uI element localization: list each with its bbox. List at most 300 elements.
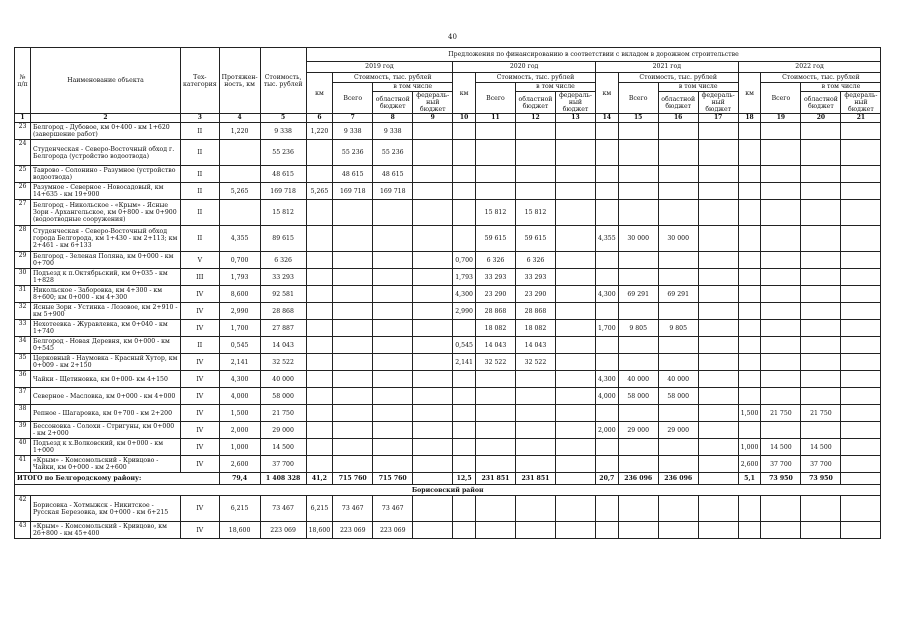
- federal-cell: [698, 371, 738, 388]
- federal-cell: [555, 354, 595, 371]
- km-cell: [738, 388, 761, 405]
- total-cell: 28 868: [475, 303, 515, 320]
- regional-cell: 59 615: [515, 226, 555, 252]
- header-federal: федераль-ный бюджет: [841, 92, 881, 114]
- km-cell: 1,700: [595, 320, 618, 337]
- table-row: [15, 371, 881, 388]
- cost-cell: 14 500: [260, 439, 306, 456]
- length-cell: 18,600: [219, 522, 260, 539]
- km-cell: 6,215: [306, 496, 333, 522]
- federal-cell: [413, 252, 453, 269]
- federal-cell: [698, 269, 738, 286]
- cost-cell: 48 615: [260, 166, 306, 183]
- total-cell: [761, 286, 801, 303]
- federal-cell: [555, 320, 595, 337]
- km-cell: [306, 166, 333, 183]
- total-cell: [761, 269, 801, 286]
- regional-cell: [801, 320, 841, 337]
- km-cell: [738, 303, 761, 320]
- total-cell: 69 291: [618, 286, 658, 303]
- federal-cell: [413, 226, 453, 252]
- regional-cell: [801, 354, 841, 371]
- category-cell: IV: [181, 303, 220, 320]
- total-cell: [333, 456, 373, 473]
- table-row: [15, 140, 881, 166]
- header-regional: областной бюджет: [373, 92, 413, 114]
- regional-cell: [801, 166, 841, 183]
- km-cell: [738, 140, 761, 166]
- regional-cell: [373, 422, 413, 439]
- length-cell: 0,700: [219, 252, 260, 269]
- category-cell: IV: [181, 320, 220, 337]
- total-cell: [761, 422, 801, 439]
- total-cell: [618, 123, 658, 140]
- total-cell: [761, 496, 801, 522]
- km-cell: [306, 388, 333, 405]
- row-number: 40: [15, 439, 31, 456]
- federal-cell: [841, 371, 881, 388]
- total-cell: [333, 320, 373, 337]
- km-cell: [306, 456, 333, 473]
- column-number: 10: [453, 114, 476, 123]
- total-cell: [761, 320, 801, 337]
- column-number: 18: [738, 114, 761, 123]
- regional-cell: [373, 456, 413, 473]
- km-cell: [738, 371, 761, 388]
- km-cell: [595, 439, 618, 456]
- header-cost: Стоимость, тыс. рублей: [260, 48, 306, 114]
- total-cell: 21 750: [761, 405, 801, 422]
- regional-cell: [801, 252, 841, 269]
- total-cell: [475, 140, 515, 166]
- length-cell: 5,265: [219, 183, 260, 200]
- federal-cell: [413, 286, 453, 303]
- federal-cell: [841, 337, 881, 354]
- km-cell: [453, 405, 476, 422]
- table-row: [15, 286, 881, 303]
- federal-cell: [841, 439, 881, 456]
- federal-cell: [413, 422, 453, 439]
- regional-cell: [515, 522, 555, 539]
- regional-cell: [658, 354, 698, 371]
- length-cell: [219, 200, 260, 226]
- federal-cell: [698, 439, 738, 456]
- km-cell: 2,000: [595, 422, 618, 439]
- regional-cell: 55 236: [373, 140, 413, 166]
- total-cell: [618, 252, 658, 269]
- row-number: 31: [15, 286, 31, 303]
- cost-cell: 15 812: [260, 200, 306, 226]
- column-number: 3: [181, 114, 220, 123]
- total-cell: [761, 183, 801, 200]
- total-year-cell: 5,1: [738, 473, 761, 485]
- federal-cell: [413, 354, 453, 371]
- regional-cell: 9 805: [658, 320, 698, 337]
- object-name: Церковный - Наумовка - Красный Хутор, км 0+009 - км 2+150: [31, 354, 181, 371]
- km-cell: 4,300: [453, 286, 476, 303]
- km-cell: [453, 439, 476, 456]
- object-name: Чайки - Щетиновка, км 0+000- км 4+150: [31, 371, 181, 388]
- column-number: 1: [15, 114, 31, 123]
- category-cell: IV: [181, 422, 220, 439]
- row-number: 32: [15, 303, 31, 320]
- total-year-cell: 12,5: [453, 473, 476, 485]
- km-cell: [306, 422, 333, 439]
- km-cell: [306, 405, 333, 422]
- km-cell: [453, 320, 476, 337]
- federal-cell: [841, 320, 881, 337]
- regional-cell: 223 069: [373, 522, 413, 539]
- category-cell: IV: [181, 286, 220, 303]
- federal-cell: [555, 123, 595, 140]
- total-cell: [618, 140, 658, 166]
- header-including: в том числе: [373, 83, 453, 92]
- row-number: 33: [15, 320, 31, 337]
- km-cell: [738, 166, 761, 183]
- km-cell: 4,300: [595, 286, 618, 303]
- category-cell: V: [181, 252, 220, 269]
- regional-cell: [801, 303, 841, 320]
- total-year-cell: 231 851: [475, 473, 515, 485]
- financing-table: [14, 47, 881, 539]
- total-cell: [333, 269, 373, 286]
- table-row: [15, 496, 881, 522]
- object-name: Репное - Шагаровка, км 0+700 - км 2+200: [31, 405, 181, 422]
- header-km: км: [453, 73, 476, 114]
- table-row: [15, 388, 881, 405]
- km-cell: [306, 320, 333, 337]
- federal-cell: [413, 388, 453, 405]
- category-cell: IV: [181, 496, 220, 522]
- federal-cell: [841, 140, 881, 166]
- km-cell: [306, 303, 333, 320]
- federal-cell: [413, 183, 453, 200]
- cost-cell: 58 000: [260, 388, 306, 405]
- category-cell: II: [181, 226, 220, 252]
- total-year-cell: [413, 473, 453, 485]
- row-number: 26: [15, 183, 31, 200]
- table-row: [15, 183, 881, 200]
- km-cell: [595, 496, 618, 522]
- regional-cell: [515, 183, 555, 200]
- cost-cell: 6 326: [260, 252, 306, 269]
- row-number: 37: [15, 388, 31, 405]
- regional-cell: [373, 337, 413, 354]
- row-number: 35: [15, 354, 31, 371]
- total-cell: [618, 200, 658, 226]
- table-row: [15, 303, 881, 320]
- regional-cell: [658, 200, 698, 226]
- column-number: 2: [31, 114, 181, 123]
- length-cell: 6,215: [219, 496, 260, 522]
- federal-cell: [413, 371, 453, 388]
- regional-cell: 33 293: [515, 269, 555, 286]
- km-cell: [306, 252, 333, 269]
- section-title: Борисовский район: [15, 485, 881, 496]
- category-cell: IV: [181, 405, 220, 422]
- total-cell: [475, 439, 515, 456]
- total-year-cell: 73 950: [761, 473, 801, 485]
- km-cell: 5,265: [306, 183, 333, 200]
- federal-cell: [555, 456, 595, 473]
- total-cell: [761, 522, 801, 539]
- regional-cell: [373, 303, 413, 320]
- km-cell: [306, 226, 333, 252]
- federal-cell: [413, 496, 453, 522]
- federal-cell: [413, 456, 453, 473]
- km-cell: 1,500: [738, 405, 761, 422]
- category-cell: IV: [181, 439, 220, 456]
- object-name: Ясные Зори - Устинка - Лозовое, км 2+910 - км 5+900: [31, 303, 181, 320]
- length-cell: 4,300: [219, 371, 260, 388]
- header-federal: федераль-ный бюджет: [413, 92, 453, 114]
- header-length: Протяжен-ность, км: [219, 48, 260, 114]
- total-cell: 55 236: [333, 140, 373, 166]
- total-cell: [761, 166, 801, 183]
- total-cell: [761, 388, 801, 405]
- total-year-cell: 73 950: [801, 473, 841, 485]
- length-cell: 0,545: [219, 337, 260, 354]
- federal-cell: [698, 405, 738, 422]
- total-cell: [333, 405, 373, 422]
- regional-cell: [658, 183, 698, 200]
- regional-cell: 58 000: [658, 388, 698, 405]
- column-number: 14: [595, 114, 618, 123]
- total-cell: [333, 354, 373, 371]
- km-cell: [738, 226, 761, 252]
- regional-cell: 14 043: [515, 337, 555, 354]
- row-number: 41: [15, 456, 31, 473]
- federal-cell: [698, 354, 738, 371]
- federal-cell: [698, 226, 738, 252]
- federal-cell: [841, 286, 881, 303]
- table-row: [15, 422, 881, 439]
- total-cell: 40 000: [618, 371, 658, 388]
- total-cell: 9 805: [618, 320, 658, 337]
- column-number: 9: [413, 114, 453, 123]
- regional-cell: [515, 456, 555, 473]
- cost-cell: 32 522: [260, 354, 306, 371]
- regional-cell: [515, 371, 555, 388]
- header-cost-group: Стоимость, тыс. рублей: [618, 73, 738, 83]
- regional-cell: [373, 252, 413, 269]
- federal-cell: [841, 252, 881, 269]
- km-cell: [738, 269, 761, 286]
- header-cost-group: Стоимость, тыс. рублей: [475, 73, 595, 83]
- column-number: 12: [515, 114, 555, 123]
- length-cell: 1,500: [219, 405, 260, 422]
- regional-cell: [801, 226, 841, 252]
- total-year-cell: 41,2: [306, 473, 333, 485]
- row-number: 25: [15, 166, 31, 183]
- regional-cell: [515, 140, 555, 166]
- total-label: ИТОГО по Белгородскому району:: [15, 473, 220, 485]
- table-row: [15, 522, 881, 539]
- km-cell: [595, 166, 618, 183]
- total-year-cell: 715 760: [373, 473, 413, 485]
- cost-cell: 223 069: [260, 522, 306, 539]
- row-number: 28: [15, 226, 31, 252]
- column-number: 20: [801, 114, 841, 123]
- header-km: км: [595, 73, 618, 114]
- regional-cell: [373, 269, 413, 286]
- regional-cell: [373, 200, 413, 226]
- km-cell: [595, 200, 618, 226]
- federal-cell: [698, 422, 738, 439]
- header-object-name: Наименование объекта: [31, 48, 181, 114]
- table-row: [15, 252, 881, 269]
- km-cell: [453, 456, 476, 473]
- regional-cell: 14 500: [801, 439, 841, 456]
- object-name: «Крым» - Комсомольский - Кривцово, км 26+800 - км 45+400: [31, 522, 181, 539]
- total-cell: [333, 252, 373, 269]
- km-cell: [453, 123, 476, 140]
- regional-cell: [373, 354, 413, 371]
- regional-cell: 29 000: [658, 422, 698, 439]
- total-cell: 32 522: [475, 354, 515, 371]
- federal-cell: [555, 200, 595, 226]
- federal-cell: [413, 522, 453, 539]
- federal-cell: [841, 183, 881, 200]
- regional-cell: [373, 371, 413, 388]
- header-category: Тех-категория: [181, 48, 220, 114]
- federal-cell: [413, 166, 453, 183]
- regional-cell: [658, 522, 698, 539]
- km-cell: [306, 286, 333, 303]
- federal-cell: [555, 252, 595, 269]
- length-cell: 8,600: [219, 286, 260, 303]
- km-cell: [453, 522, 476, 539]
- length-cell: [219, 140, 260, 166]
- regional-cell: [658, 337, 698, 354]
- total-cell: [475, 496, 515, 522]
- federal-cell: [555, 496, 595, 522]
- km-cell: 18,600: [306, 522, 333, 539]
- total-cell: 23 290: [475, 286, 515, 303]
- category-cell: IV: [181, 371, 220, 388]
- federal-cell: [698, 252, 738, 269]
- row-number: 24: [15, 140, 31, 166]
- total-year-cell: [841, 473, 881, 485]
- km-cell: [595, 252, 618, 269]
- total-cell: [618, 337, 658, 354]
- object-name: Белгород - Никольское - «Крым» - Ясные Зори - Архангельское, км 0+800 - км 0+900 (водоотводные сооружения): [31, 200, 181, 226]
- column-number: 8: [373, 114, 413, 123]
- header-including: в том числе: [801, 83, 881, 92]
- header-year-2022: 2022 год: [738, 62, 881, 73]
- column-number: 4: [219, 114, 260, 123]
- length-cell: [219, 166, 260, 183]
- object-name: Белгород - Дубовое, км 0+400 - км 1+620 (завершение работ): [31, 123, 181, 140]
- federal-cell: [841, 405, 881, 422]
- regional-cell: 28 868: [515, 303, 555, 320]
- federal-cell: [555, 226, 595, 252]
- km-cell: [306, 337, 333, 354]
- km-cell: [306, 439, 333, 456]
- regional-cell: 169 718: [373, 183, 413, 200]
- length-cell: 2,000: [219, 422, 260, 439]
- total-cell: [761, 354, 801, 371]
- cost-cell: 29 000: [260, 422, 306, 439]
- category-cell: II: [181, 337, 220, 354]
- regional-cell: [515, 439, 555, 456]
- km-cell: [306, 371, 333, 388]
- cost-cell: 92 581: [260, 286, 306, 303]
- regional-cell: [515, 422, 555, 439]
- federal-cell: [413, 123, 453, 140]
- federal-cell: [841, 123, 881, 140]
- section-row: [15, 485, 881, 496]
- header-cost-group: Стоимость, тыс. рублей: [761, 73, 881, 83]
- total-cell: 37 700: [761, 456, 801, 473]
- row-number: 38: [15, 405, 31, 422]
- total-cell: [333, 337, 373, 354]
- regional-cell: [515, 496, 555, 522]
- regional-cell: [801, 337, 841, 354]
- total-cell: [761, 123, 801, 140]
- federal-cell: [413, 303, 453, 320]
- km-cell: [453, 166, 476, 183]
- column-number: 7: [333, 114, 373, 123]
- column-number: 19: [761, 114, 801, 123]
- total-cell: 58 000: [618, 388, 658, 405]
- total-length: 79,4: [219, 473, 260, 485]
- header-year-2020: 2020 год: [453, 62, 596, 73]
- regional-cell: 40 000: [658, 371, 698, 388]
- cost-cell: 28 868: [260, 303, 306, 320]
- total-cell: [761, 303, 801, 320]
- km-cell: [453, 422, 476, 439]
- total-cell: 223 069: [333, 522, 373, 539]
- regional-cell: [658, 405, 698, 422]
- federal-cell: [698, 140, 738, 166]
- total-year-cell: [555, 473, 595, 485]
- object-name: Белгород - Зеленая Поляна, км 0+000 - км 0+700: [31, 252, 181, 269]
- federal-cell: [841, 422, 881, 439]
- regional-cell: 37 700: [801, 456, 841, 473]
- regional-cell: [658, 252, 698, 269]
- regional-cell: 15 812: [515, 200, 555, 226]
- km-cell: [453, 226, 476, 252]
- total-cell: 169 718: [333, 183, 373, 200]
- total-cell: [761, 371, 801, 388]
- federal-cell: [698, 496, 738, 522]
- total-cell: [618, 354, 658, 371]
- cost-cell: 14 043: [260, 337, 306, 354]
- object-name: Бессоновка - Солохи - Стригуны, км 0+000 - км 2+000: [31, 422, 181, 439]
- total-cell: [333, 286, 373, 303]
- column-number: 6: [306, 114, 333, 123]
- table-row: [15, 337, 881, 354]
- category-cell: III: [181, 269, 220, 286]
- cost-cell: 27 887: [260, 320, 306, 337]
- header-including: в том числе: [658, 83, 738, 92]
- total-cell: [475, 422, 515, 439]
- regional-cell: [373, 320, 413, 337]
- federal-cell: [698, 456, 738, 473]
- total-cell: [618, 405, 658, 422]
- total-cell: [761, 337, 801, 354]
- federal-cell: [841, 522, 881, 539]
- total-cell: 14 043: [475, 337, 515, 354]
- length-cell: 2,141: [219, 354, 260, 371]
- total-cell: [618, 522, 658, 539]
- federal-cell: [555, 140, 595, 166]
- total-cell: [761, 226, 801, 252]
- header-federal: федераль-ный бюджет: [555, 92, 595, 114]
- federal-cell: [698, 388, 738, 405]
- header-total: Всего: [475, 83, 515, 114]
